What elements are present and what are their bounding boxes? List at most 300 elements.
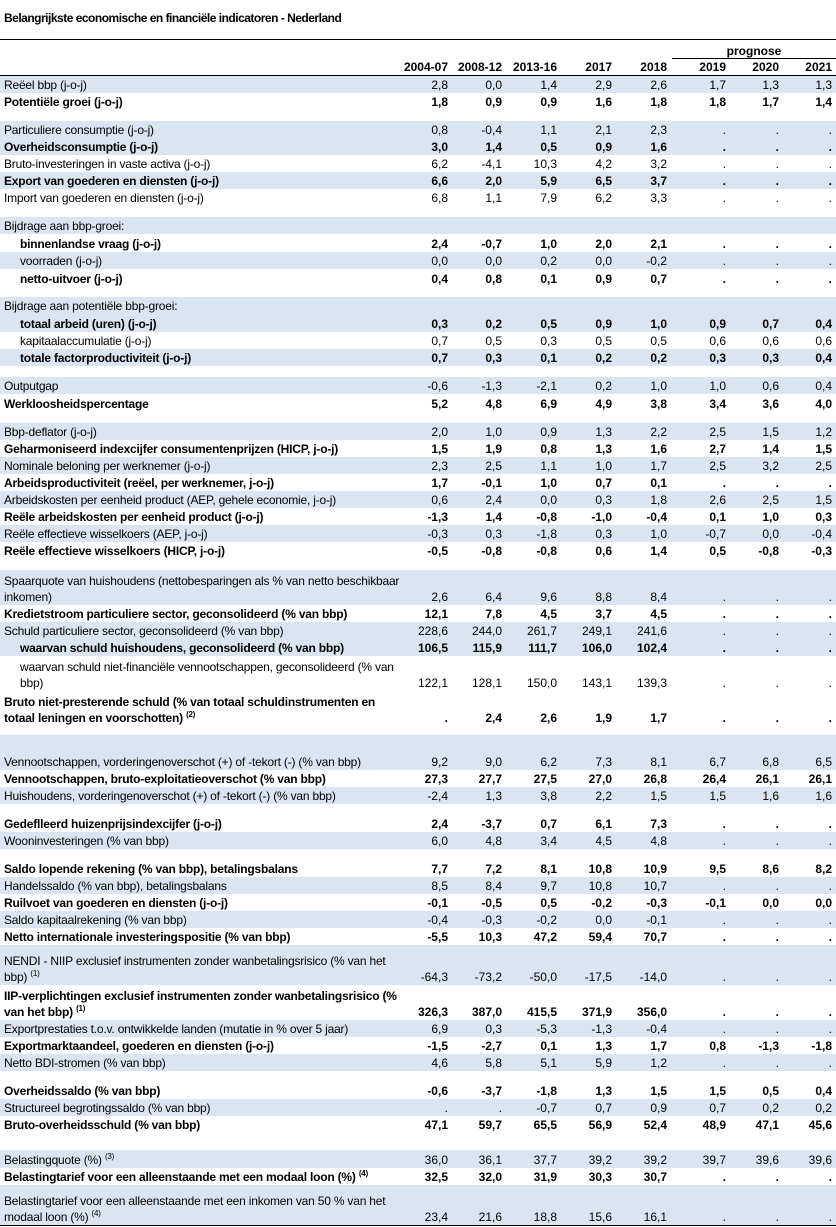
cell-value: 0,1	[540, 351, 557, 365]
cell-value: 0,6	[431, 493, 448, 507]
row-label	[4, 122, 154, 138]
cell-value: .	[722, 676, 726, 690]
cell-value: 6,2	[431, 157, 448, 171]
row-label-text: Spaarquote van huishoudens (nettobesparingen als % van netto beschikbaar inkomen)	[4, 574, 400, 604]
table-title: Belangrijkste economische en financiële indicatoren - Nederland	[4, 11, 342, 25]
cell-value: -0,6	[427, 1084, 448, 1098]
cell-value: 1,0	[595, 459, 612, 473]
cell-value: 0,6	[595, 544, 612, 558]
cell-value: .	[722, 140, 726, 154]
cell-value: -0,3	[811, 544, 832, 558]
cell-value: 1,5	[762, 425, 779, 439]
cell-value: 1,7	[431, 476, 448, 490]
row-label	[20, 316, 156, 332]
cell-value: .	[828, 237, 832, 251]
cell-value: 47,2	[533, 930, 557, 944]
row-label-text: Export van goederen en diensten (j-o-j)	[4, 174, 219, 188]
cell-value: 1,0	[762, 510, 779, 524]
cell-value: 0,7	[762, 317, 779, 331]
cell-value: 356,0	[636, 1005, 667, 1019]
cell-value: 0,2	[762, 1101, 779, 1115]
row-label	[4, 396, 149, 412]
cell-value: 1,6	[595, 95, 612, 109]
cell-value: -50,0	[529, 970, 557, 984]
cell-value: 1,5	[815, 442, 832, 456]
cell-value: .	[828, 157, 832, 171]
cell-value: -0,4	[646, 1022, 667, 1036]
row-label-text: Potentiële groei (j-o-j)	[4, 95, 123, 109]
cell-value: 1,8	[650, 493, 667, 507]
cell-value: 1,8	[650, 95, 667, 109]
cell-value: 0,1	[709, 510, 726, 524]
cell-value: 106,0	[581, 641, 612, 655]
year-header: 2017	[585, 60, 612, 74]
table-row	[0, 985, 836, 1020]
cell-value: 1,9	[595, 711, 612, 725]
cell-value: 10,8	[588, 879, 612, 893]
row-label	[4, 156, 210, 172]
cell-value: 0,4	[815, 379, 832, 393]
row-label	[4, 190, 204, 206]
cell-value: 6,1	[595, 817, 612, 831]
cell-value: 4,8	[485, 834, 502, 848]
cell-value: .	[722, 607, 726, 621]
cell-value: 56,9	[588, 1118, 612, 1132]
cell-value: 0,2	[540, 254, 557, 268]
cell-value: 39,7	[702, 1153, 726, 1167]
table-row	[0, 1099, 836, 1116]
cell-value: 10,3	[533, 157, 557, 171]
row-label-text: Wooninvesteringen (% van bbp)	[4, 834, 169, 848]
cell-value: 36,0	[424, 1153, 448, 1167]
row-label	[4, 1193, 404, 1225]
cell-value: 59,7	[478, 1118, 502, 1132]
cell-value: 4,2	[595, 157, 612, 171]
cell-value: 1,3	[815, 78, 832, 92]
cell-value: 0,7	[595, 1101, 612, 1115]
cell-value: 1,3	[595, 425, 612, 439]
cell-value: .	[722, 123, 726, 137]
cell-value: .	[775, 607, 779, 621]
cell-value: -0,3	[646, 896, 667, 910]
cell-value: 0,9	[595, 317, 612, 331]
cell-value: 1,9	[485, 442, 502, 456]
cell-value: .	[828, 254, 832, 268]
row-label	[4, 1117, 200, 1133]
cell-value: 5,9	[595, 1056, 612, 1070]
row-label-text: netto-uitvoer (j-o-j)	[20, 272, 123, 286]
cell-value: 30,3	[588, 1170, 612, 1184]
cell-value: 31,9	[533, 1170, 557, 1184]
cell-value: 1,5	[650, 789, 667, 803]
table-row	[0, 815, 836, 832]
row-label	[4, 816, 222, 832]
cell-value: -2,4	[427, 789, 448, 803]
cell-value: 9,0	[485, 755, 502, 769]
cell-value: .	[722, 157, 726, 171]
table-row	[0, 121, 836, 138]
cell-value: .	[828, 1022, 832, 1036]
cell-value: 6,9	[431, 1022, 448, 1036]
cell-value: 0,3	[485, 351, 502, 365]
cell-value: 2,5	[709, 425, 726, 439]
table-row	[0, 570, 836, 605]
cell-value: 27,0	[588, 772, 612, 786]
cell-value: 0,0	[815, 896, 832, 910]
footnote-marker: (3)	[104, 1152, 115, 1161]
row-label	[4, 1038, 274, 1054]
cell-value: 39,2	[588, 1153, 612, 1167]
cell-value: -0,4	[427, 913, 448, 927]
cell-value: 36,1	[478, 1153, 502, 1167]
cell-value: 2,5	[815, 459, 832, 473]
cell-value: 139,3	[636, 676, 667, 690]
cell-value: 2,1	[650, 237, 667, 251]
cell-value: .	[828, 624, 832, 638]
table-row	[0, 394, 836, 412]
cell-value: .	[775, 590, 779, 604]
cell-value: .	[775, 1005, 779, 1019]
cell-value: 3,7	[650, 174, 667, 188]
row-label-text: NENDI - NIIP exclusief instrumenten zonder wanbetalingsrisico (% van het bbp)	[4, 954, 386, 984]
table-row	[0, 877, 836, 894]
cell-value: 6,4	[485, 590, 502, 604]
cell-value: .	[775, 191, 779, 205]
row-label-text: Netto BDI-stromen (% van bbp)	[4, 1056, 166, 1070]
cell-value: 2,9	[595, 78, 612, 92]
cell-value: .	[722, 272, 726, 286]
cell-value: 37,7	[533, 1153, 557, 1167]
row-label	[20, 640, 344, 656]
cell-value: 3,4	[709, 397, 726, 411]
cell-value: -0,4	[811, 527, 832, 541]
row-label	[4, 861, 298, 877]
row-label	[4, 173, 219, 189]
cell-value: 0,5	[709, 544, 726, 558]
table-row	[0, 605, 836, 622]
cell-value: 39,2	[643, 1153, 667, 1167]
cell-value: 26,1	[808, 772, 832, 786]
cell-value: 0,9	[540, 425, 557, 439]
table-row	[0, 234, 836, 252]
cell-value: .	[444, 1101, 448, 1115]
cell-value: 0,2	[595, 379, 612, 393]
table-row	[0, 440, 836, 457]
cell-value: .	[722, 817, 726, 831]
row-label	[4, 509, 263, 525]
cell-value: 115,9	[472, 641, 502, 655]
cell-value: 0,7	[431, 351, 448, 365]
cell-value: .	[722, 254, 726, 268]
row-label	[4, 1100, 210, 1116]
row-label	[4, 458, 210, 474]
cell-value: .	[775, 711, 779, 725]
cell-value: 2,5	[709, 459, 726, 473]
cell-value: 150,0	[526, 676, 557, 690]
cell-value: .	[775, 237, 779, 251]
table-row	[0, 252, 836, 269]
cell-value: -0,7	[536, 1101, 557, 1115]
table-row	[0, 735, 836, 770]
cell-value: 0,3	[485, 1022, 502, 1036]
cell-value: .	[828, 913, 832, 927]
cell-value: -0,1	[705, 896, 726, 910]
cell-value: 3,4	[540, 834, 557, 848]
table-row	[0, 639, 836, 656]
cell-value: 0,8	[431, 123, 448, 137]
cell-value: 1,5	[815, 493, 832, 507]
cell-value: 39,6	[808, 1153, 832, 1167]
cell-value: 6,9	[540, 397, 557, 411]
table-row	[0, 332, 836, 349]
cell-value: .	[775, 1170, 779, 1184]
cell-value: 8,8	[595, 590, 612, 604]
cell-value: .	[828, 123, 832, 137]
row-label-text: Saldo kapitaalrekening (% van bbp)	[4, 913, 187, 927]
cell-value: 0,7	[431, 334, 448, 348]
table-row	[0, 491, 836, 508]
cell-value: 0,1	[540, 1039, 557, 1053]
row-label	[4, 526, 207, 542]
cell-value: -1,3	[481, 379, 502, 393]
cell-value: 1,4	[485, 510, 502, 524]
row-label-text: Belastingtarief voor een alleenstaande met een inkomen van 50 % van het modaal loon (%)	[4, 1194, 386, 1224]
cell-value: -0,8	[758, 544, 779, 558]
cell-value: 4,5	[595, 834, 612, 848]
row-label-text: Arbeidsproductiviteit (reëel, per werknemer, j-o-j)	[4, 476, 274, 490]
row-label	[4, 623, 283, 639]
cell-value: 1,1	[540, 123, 557, 137]
cell-value: .	[775, 174, 779, 188]
cell-value: 1,0	[540, 237, 557, 251]
cell-value: -2,7	[481, 1039, 502, 1053]
row-label	[4, 878, 227, 894]
cell-value: -1,5	[427, 1039, 448, 1053]
cell-value: 4,6	[431, 1056, 448, 1070]
cell-value: 0,7	[650, 272, 667, 286]
row-label	[4, 1169, 368, 1185]
row-label-text: Reëel bbp (j-o-j)	[4, 78, 87, 92]
cell-value: 1,5	[709, 789, 726, 803]
cell-value: 4,9	[595, 397, 612, 411]
cell-value: .	[722, 1056, 726, 1070]
cell-value: 1,4	[485, 140, 502, 154]
cell-value: 0,0	[595, 254, 612, 268]
cell-value: .	[775, 913, 779, 927]
row-label	[4, 1055, 166, 1071]
table-row	[0, 656, 836, 691]
cell-value: 1,4	[762, 442, 779, 456]
cell-value: 1,6	[650, 140, 667, 154]
cell-value: .	[775, 624, 779, 638]
row-label-text: Geharmoniseerd indexcijfer consumentenprijzen (HICP, j-o-j)	[4, 442, 339, 456]
footnote-marker: (1)	[30, 969, 40, 978]
cell-value: .	[828, 711, 832, 725]
cell-value: .	[828, 879, 832, 893]
cell-value: 0,8	[709, 1039, 726, 1053]
cell-value: 27,3	[424, 772, 448, 786]
row-label-text: Belastingquote (%)	[4, 1153, 102, 1167]
year-header: 2008-12	[457, 60, 502, 74]
cell-value: .	[775, 254, 779, 268]
cell-value: 1,7	[650, 1039, 667, 1053]
cell-value: 21,6	[478, 1210, 502, 1224]
cell-value: 4,5	[540, 607, 557, 621]
cell-value: 0,7	[709, 1101, 726, 1115]
table-row	[0, 1116, 836, 1133]
row-label-text: kapitaalaccumulatie (j-o-j)	[20, 334, 152, 348]
footnote-marker: (2)	[186, 710, 196, 719]
cell-value: 228,6	[417, 624, 448, 638]
cell-value: 6,2	[595, 191, 612, 205]
cell-value: -3,7	[481, 1084, 502, 1098]
cell-value: 70,7	[643, 930, 667, 944]
row-label-text: IIP-verplichtingen exclusief instrumenten zonder wanbetalingsrisico (% van het bbp)	[4, 989, 397, 1019]
table-row	[0, 1082, 836, 1099]
cell-value: 5,1	[540, 1056, 557, 1070]
cell-value: 0,0	[485, 78, 502, 92]
cell-value: 0,9	[540, 95, 557, 109]
cell-value: 8,6	[762, 862, 779, 876]
table-row	[0, 314, 836, 332]
cell-value: 0,3	[815, 510, 832, 524]
cell-value: 7,3	[650, 817, 667, 831]
row-label	[4, 912, 187, 928]
cell-value: 2,0	[595, 237, 612, 251]
row-label	[4, 139, 158, 155]
table-row	[0, 508, 836, 525]
row-label-text: Import van goederen en diensten (j-o-j)	[4, 191, 204, 205]
cell-value: .	[775, 930, 779, 944]
row-label	[4, 298, 177, 314]
cell-value: 2,2	[595, 789, 612, 803]
cell-value: 1,2	[815, 425, 832, 439]
row-label	[4, 929, 290, 945]
cell-value: 0,5	[485, 334, 502, 348]
cell-value: -1,3	[758, 1039, 779, 1053]
row-label	[4, 833, 169, 849]
cell-value: 3,2	[650, 157, 667, 171]
year-header: 2013-16	[512, 60, 557, 74]
row-label	[4, 606, 347, 622]
cell-value: .	[722, 191, 726, 205]
cell-value: 0,9	[485, 95, 502, 109]
row-label	[4, 492, 336, 508]
cell-value: 0,5	[650, 334, 667, 348]
row-label-text: Netto internationale investeringspositie (% van bbp)	[4, 930, 291, 944]
cell-value: -14,0	[639, 970, 667, 984]
row-label-text: Werkloosheidspercentage	[4, 397, 149, 411]
table-row	[0, 787, 836, 804]
cell-value: 2,5	[485, 459, 502, 473]
cell-value: 0,0	[485, 254, 502, 268]
row-label-text: Reële effectieve wisselkoers (HICP, j-o-j)	[4, 544, 225, 558]
table-row	[0, 297, 836, 314]
cell-value: -0,2	[646, 254, 667, 268]
row-label	[4, 988, 404, 1020]
table-row	[0, 1150, 836, 1168]
row-label	[20, 659, 420, 691]
cell-value: .	[828, 174, 832, 188]
cell-value: 6,7	[709, 755, 726, 769]
cell-value: 1,0	[540, 476, 557, 490]
cell-value: 1,0	[485, 425, 502, 439]
cell-value: 0,0	[762, 527, 779, 541]
cell-value: 0,4	[815, 317, 832, 331]
cell-value: 1,3	[595, 1084, 612, 1098]
cell-value: .	[722, 930, 726, 944]
cell-value: 9,6	[540, 590, 557, 604]
row-label	[4, 424, 97, 440]
table-row	[0, 622, 836, 639]
table-row	[0, 1054, 836, 1071]
footnote-marker: (4)	[91, 1209, 101, 1218]
cell-value: 0,9	[650, 1101, 667, 1115]
year-header: 2020	[752, 60, 779, 74]
cell-value: 10,9	[643, 862, 667, 876]
cell-value: 1,7	[650, 711, 667, 725]
table-row	[0, 1185, 836, 1225]
cell-value: 0,6	[709, 334, 726, 348]
cell-value: 26,8	[643, 772, 667, 786]
cell-value: 2,4	[485, 711, 502, 725]
row-label-text: waarvan schuld niet-financiële vennootschappen, geconsolideerd (% van bbp)	[20, 660, 394, 690]
cell-value: .	[722, 174, 726, 188]
cell-value: .	[775, 1210, 779, 1224]
table-row	[0, 155, 836, 172]
cell-value: 10,3	[478, 930, 502, 944]
cell-value: .	[828, 970, 832, 984]
cell-value: 1,1	[485, 191, 502, 205]
row-label-text: Schuld particuliere sector, geconsolideerd (% van bbp)	[4, 624, 284, 638]
cell-value: 3,0	[431, 140, 448, 154]
cell-value: 8,4	[650, 590, 667, 604]
row-label-text: Reële arbeidskosten per eenheid product (j-o-j)	[4, 510, 264, 524]
table-row	[0, 172, 836, 189]
row-label-text: Gedeflleerd huizenprijsindexcijfer (j-o-j)	[4, 817, 222, 831]
row-label	[20, 236, 161, 252]
cell-value: 8,2	[815, 862, 832, 876]
cell-value: -1,8	[536, 527, 557, 541]
row-label-text: Bruto-overheidsschuld (% van bbp)	[4, 1118, 201, 1132]
cell-value: .	[828, 607, 832, 621]
cell-value: 102,4	[636, 641, 667, 655]
row-label-text: Exportmarktaandeel, goederen en diensten (j-o-j)	[4, 1039, 274, 1053]
table-row	[0, 269, 836, 287]
cell-value: .	[722, 834, 726, 848]
row-label	[4, 378, 58, 394]
cell-value: 2,8	[431, 78, 448, 92]
cell-value: 0,4	[815, 1084, 832, 1098]
row-label	[4, 77, 87, 93]
table-row	[0, 928, 836, 945]
cell-value: 1,3	[762, 78, 779, 92]
cell-value: 3,7	[595, 607, 612, 621]
forecast-label: prognose	[726, 44, 782, 58]
cell-value: 1,0	[709, 379, 726, 393]
cell-value: 249,1	[581, 624, 612, 638]
cell-value: .	[722, 879, 726, 893]
cell-value: -2,1	[536, 379, 557, 393]
cell-value: 4,0	[815, 397, 832, 411]
footnote-marker: (1)	[76, 1004, 86, 1013]
table-row	[0, 76, 836, 93]
cell-value: 0,1	[540, 272, 557, 286]
cell-value: 27,7	[478, 772, 502, 786]
cell-value: .	[775, 641, 779, 655]
row-label	[4, 543, 225, 559]
cell-value: -0,5	[481, 896, 502, 910]
